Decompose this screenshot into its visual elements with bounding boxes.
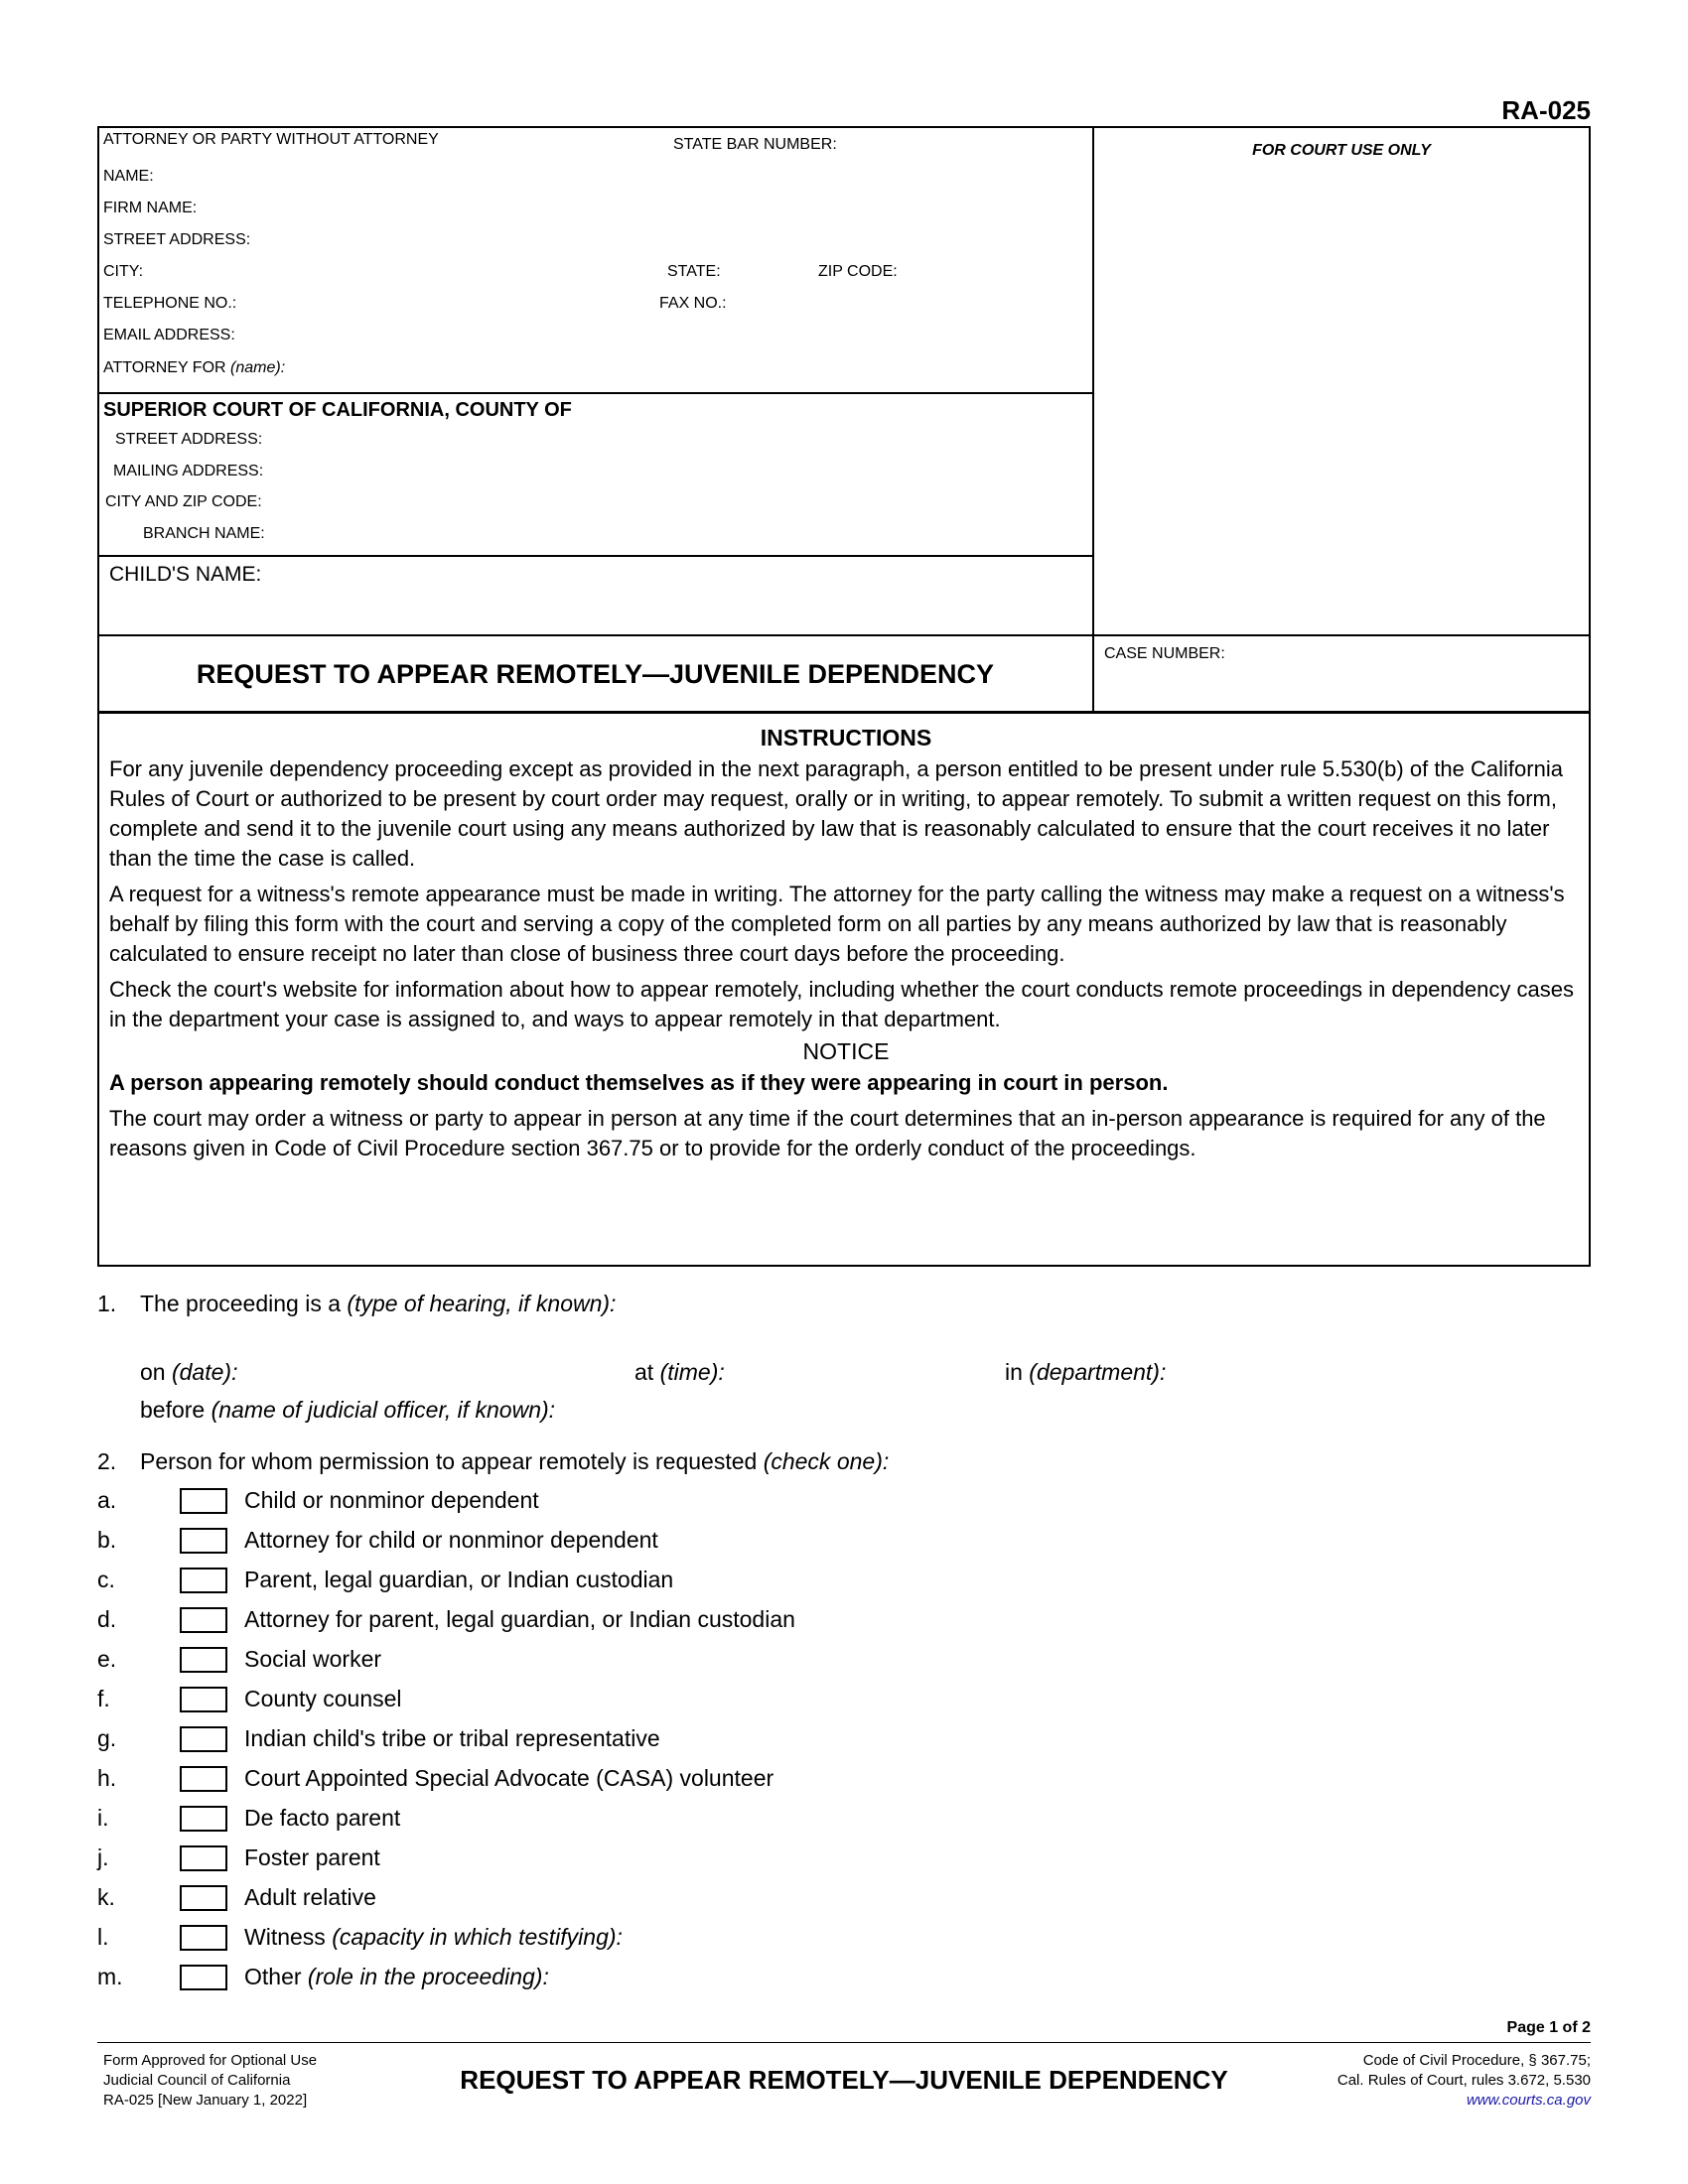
option-hint: (role in the proceeding): bbox=[307, 1964, 549, 1989]
attorney-for-label bbox=[103, 359, 285, 377]
zip-label: ZIP CODE: bbox=[818, 263, 898, 280]
instructions bbox=[109, 723, 1583, 1169]
option-letter: j. bbox=[97, 1844, 109, 1870]
court-street-label: STREET ADDRESS: bbox=[115, 431, 263, 448]
option-label: Adult relative bbox=[244, 1884, 376, 1910]
footer-approval-line-1: Form Approved for Optional Use bbox=[103, 2052, 318, 2069]
option-label: Attorney for child or nonminor dependent bbox=[244, 1527, 658, 1553]
option-checkbox[interactable] bbox=[180, 1726, 227, 1752]
item1-text bbox=[140, 1291, 616, 1317]
item2-label: Person for whom permission to appear remotely is requested bbox=[140, 1448, 758, 1474]
footer-approval bbox=[103, 2051, 317, 2111]
footer-website-link[interactable]: www.courts.ca.gov bbox=[1466, 2092, 1591, 2109]
item2-text bbox=[140, 1448, 889, 1475]
option-letter: e. bbox=[97, 1646, 117, 1672]
option-letter: a. bbox=[97, 1487, 117, 1513]
time-hint: (time): bbox=[659, 1359, 725, 1385]
option-checkbox[interactable] bbox=[180, 1845, 227, 1871]
option-label: Foster parent bbox=[244, 1844, 380, 1870]
option-letter: g. bbox=[97, 1725, 117, 1751]
footer-approval-line-3: RA-025 [New January 1, 2022] bbox=[103, 2092, 308, 2109]
instructions-paragraph-3: Check the court's website for information about how to appear remotely, including whether the court conducts remote proceedings in dependency cases in the department your case is assigned to, and ways to appear remotely in that department. bbox=[109, 977, 1574, 1031]
title-row-divider bbox=[97, 634, 1591, 636]
form-title: REQUEST TO APPEAR REMOTELY—JUVENILE DEPENDENCY bbox=[196, 659, 995, 689]
footer-rule bbox=[97, 2042, 1591, 2043]
option-checkbox[interactable] bbox=[180, 1925, 227, 1951]
city-label: CITY: bbox=[103, 263, 144, 280]
court-city-label: CITY AND ZIP CODE: bbox=[105, 493, 262, 510]
option-checkbox[interactable] bbox=[180, 1885, 227, 1911]
item1-time[interactable] bbox=[634, 1359, 725, 1386]
option-checkbox[interactable] bbox=[180, 1528, 227, 1554]
attorney-for-text: ATTORNEY FOR bbox=[103, 359, 226, 376]
option-letter: m. bbox=[97, 1964, 123, 1989]
item1-department[interactable] bbox=[1005, 1359, 1166, 1386]
option-label: Parent, legal guardian, or Indian custodian bbox=[244, 1567, 674, 1592]
option-label: De facto parent bbox=[244, 1805, 401, 1831]
option-checkbox[interactable] bbox=[180, 1488, 227, 1514]
attorney-label: ATTORNEY OR PARTY WITHOUT ATTORNEY bbox=[103, 131, 439, 148]
fax-label: FAX NO.: bbox=[659, 295, 727, 312]
form-number: RA-025 bbox=[1501, 95, 1591, 125]
case-number-label: CASE NUMBER: bbox=[1104, 645, 1225, 662]
option-letter: k. bbox=[97, 1884, 115, 1910]
option-label bbox=[244, 1964, 549, 1990]
date-hint: (date): bbox=[171, 1359, 238, 1385]
officer-hint: (name of judicial officer, if known): bbox=[211, 1397, 556, 1423]
item1-officer[interactable] bbox=[140, 1397, 555, 1424]
option-letter: b. bbox=[97, 1527, 117, 1553]
court-branch-label: BRANCH NAME: bbox=[143, 525, 265, 542]
instructions-paragraph-1: For any juvenile dependency proceeding except as provided in the next paragraph, a person entitled to be present under rule 5.530(b) of the California Rules of Court or authorized to be present by court order may request, orally or in writing, to appear remotely. To submit a written request on this form, complete and send it to the juvenile court using any means authorized by law that is reasonably calculated to ensure that the court receives it no later than the time the case is called. bbox=[109, 756, 1563, 871]
state-label: STATE: bbox=[667, 263, 721, 280]
option-letter: c. bbox=[97, 1567, 115, 1592]
notice-bold: A person appearing remotely should conduct themselves as if they were appearing in court in person. bbox=[109, 1070, 1169, 1095]
officer-before-label: before bbox=[140, 1397, 206, 1423]
date-on-label: on bbox=[140, 1359, 166, 1385]
option-hint: (capacity in which testifying): bbox=[332, 1924, 623, 1950]
option-checkbox[interactable] bbox=[180, 1965, 227, 1990]
time-at-label: at bbox=[634, 1359, 654, 1385]
court-title: SUPERIOR COURT OF CALIFORNIA, COUNTY OF bbox=[103, 399, 572, 421]
option-letter: d. bbox=[97, 1606, 117, 1632]
attorney-court-divider bbox=[97, 392, 1093, 394]
notice-heading: NOTICE bbox=[802, 1038, 890, 1064]
email-label: EMAIL ADDRESS: bbox=[103, 327, 235, 343]
instructions-paragraph-2: A request for a witness's remote appearance must be made in writing. The attorney for the party calling the witness may make a request on a witness's behalf by filing this form with the court and serving a copy of the completed form on all parties by any means authorized by law that is reasonably calculated to ensure receipt no later than close of business three court days before the proceeding. bbox=[109, 882, 1565, 966]
option-label: Court Appointed Special Advocate (CASA) volunteer bbox=[244, 1765, 774, 1791]
footer-approval-line-2: Judicial Council of California bbox=[103, 2072, 291, 2089]
attorney-for-hint: (name): bbox=[230, 359, 286, 376]
state-bar-label: STATE BAR NUMBER: bbox=[673, 136, 837, 153]
caption-divider bbox=[1092, 126, 1094, 713]
option-checkbox[interactable] bbox=[180, 1806, 227, 1832]
footer-citation-line-2: Cal. Rules of Court, rules 3.672, 5.530 bbox=[1336, 2072, 1591, 2089]
item1-hint: (type of hearing, if known): bbox=[347, 1291, 617, 1316]
option-letter: l. bbox=[97, 1924, 109, 1950]
option-letter: i. bbox=[97, 1805, 109, 1831]
court-mailing-label: MAILING ADDRESS: bbox=[113, 463, 264, 479]
option-checkbox[interactable] bbox=[180, 1568, 227, 1593]
item1-date[interactable] bbox=[140, 1359, 237, 1386]
option-label: Attorney for parent, legal guardian, or Indian custodian bbox=[244, 1606, 795, 1632]
option-label: Child or nonminor dependent bbox=[244, 1487, 539, 1513]
item1-number: 1. bbox=[97, 1291, 117, 1316]
option-label bbox=[244, 1924, 623, 1951]
option-label: County counsel bbox=[244, 1686, 402, 1711]
option-checkbox[interactable] bbox=[180, 1687, 227, 1712]
item1-label: The proceeding is a bbox=[140, 1291, 342, 1316]
option-label-text: Witness bbox=[244, 1924, 326, 1950]
dept-hint: (department): bbox=[1029, 1359, 1167, 1385]
footer-citation-line-1: Code of Civil Procedure, § 367.75; bbox=[1362, 2052, 1591, 2069]
option-label-text: Other bbox=[244, 1964, 302, 1989]
phone-label: TELEPHONE NO.: bbox=[103, 295, 237, 312]
firm-label: FIRM NAME: bbox=[103, 200, 198, 216]
item2-hint: (check one): bbox=[763, 1448, 890, 1474]
option-label: Social worker bbox=[244, 1646, 382, 1672]
footer-title: REQUEST TO APPEAR REMOTELY—JUVENILE DEPENDENCY bbox=[460, 2065, 1228, 2095]
option-checkbox[interactable] bbox=[180, 1647, 227, 1673]
option-checkbox[interactable] bbox=[180, 1607, 227, 1633]
option-letter: f. bbox=[97, 1686, 110, 1711]
page-number: Page 1 of 2 bbox=[1506, 2019, 1591, 2036]
option-letter: h. bbox=[97, 1765, 117, 1791]
child-name-label: CHILD'S NAME: bbox=[109, 563, 262, 586]
option-checkbox[interactable] bbox=[180, 1766, 227, 1792]
street-label: STREET ADDRESS: bbox=[103, 231, 251, 248]
footer-citation bbox=[1337, 2051, 1591, 2111]
dept-in-label: in bbox=[1005, 1359, 1023, 1385]
instructions-heading: INSTRUCTIONS bbox=[760, 725, 932, 751]
court-use-label: FOR COURT USE ONLY bbox=[1252, 142, 1431, 159]
court-child-divider bbox=[97, 555, 1093, 557]
option-label: Indian child's tribe or tribal representative bbox=[244, 1725, 660, 1751]
name-label: NAME: bbox=[103, 168, 154, 185]
notice-text: The court may order a witness or party to appear in person at any time if the court determines that an in-person appearance is required for any of the reasons given in Code of Civil Procedure section 367.75 or to provide for the orderly conduct of the proceedings. bbox=[109, 1106, 1546, 1160]
item2-number: 2. bbox=[97, 1448, 117, 1474]
